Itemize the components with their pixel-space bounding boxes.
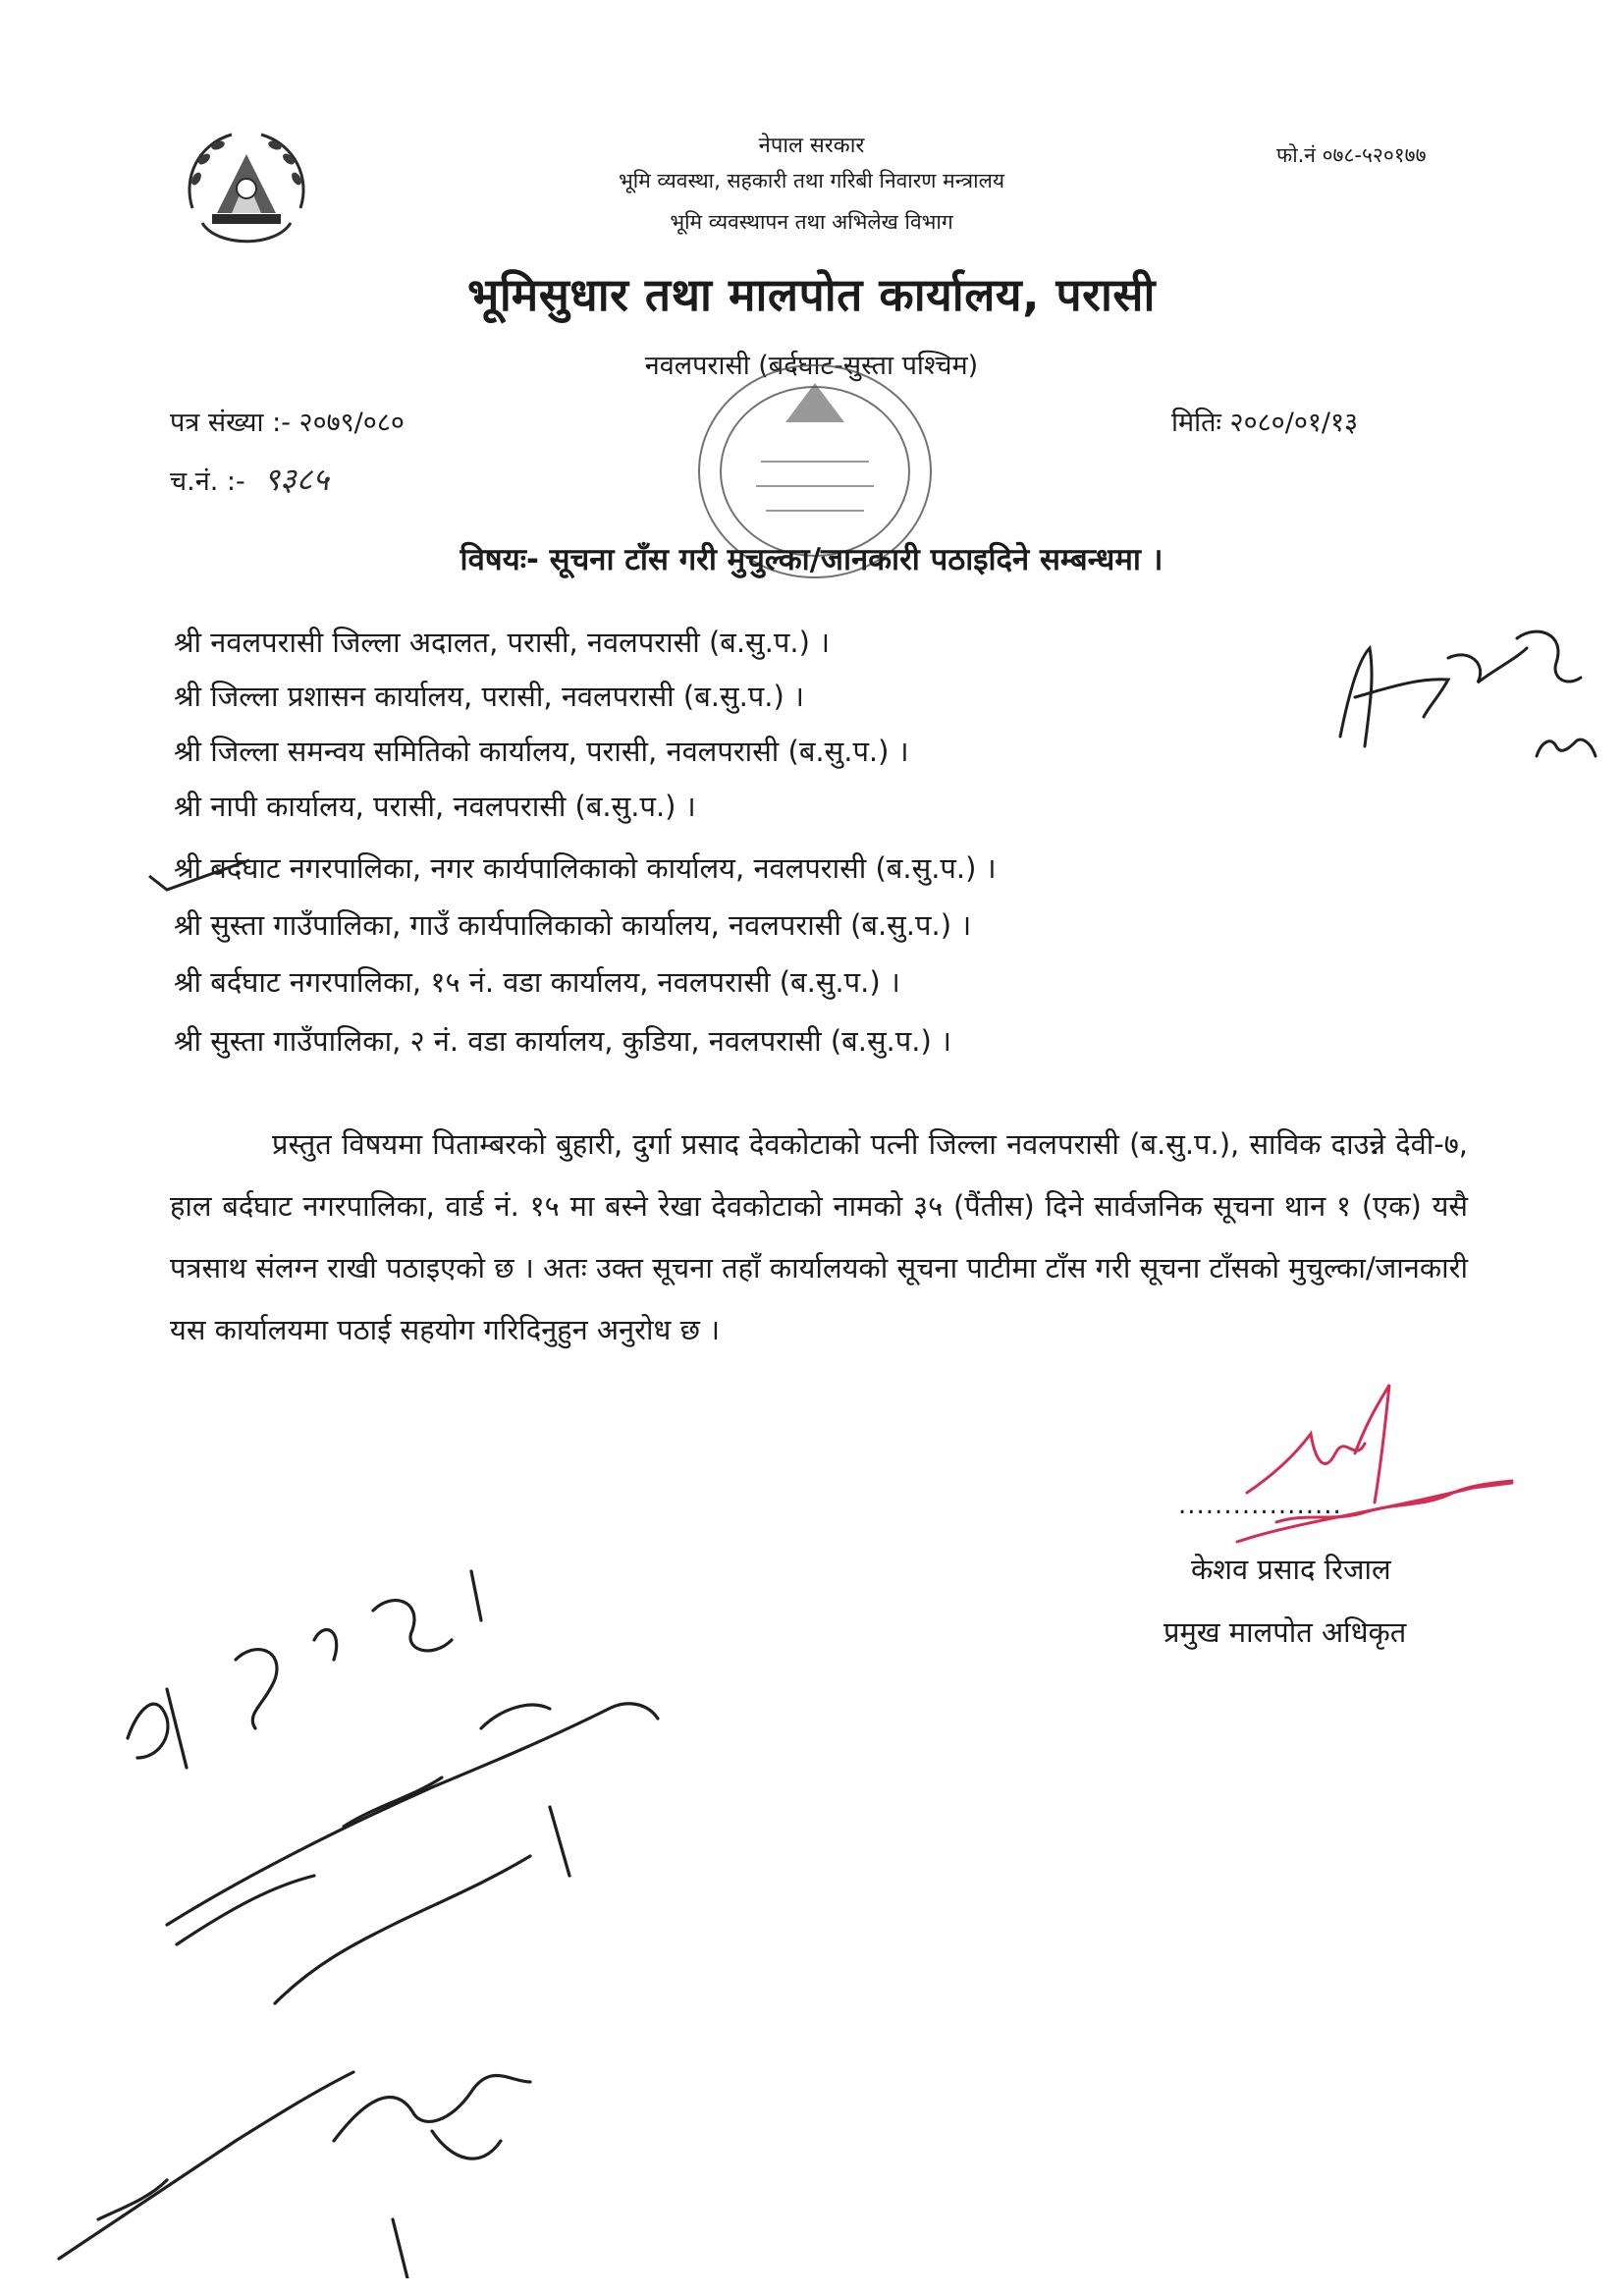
tick-mark [145, 854, 253, 894]
dispatch-number [170, 458, 329, 500]
addressee-line: श्री जिल्ला प्रशासन कार्यालय, परासी, नवलपरासी (ब.सु.प.) । [174, 680, 805, 713]
addressee-line: श्री बर्दघाट नगरपालिका, नगर कार्यपालिकाको कार्यालय, नवलपरासी (ब.सु.प.) । [174, 851, 997, 885]
letter-body: प्रस्तुत विषयमा पिताम्बरको बुहारी, दुर्गा प्रसाद देवकोटाको पत्नी जिल्ला नवलपरासी (ब.सु.प.), साविक दाउन्ने देवी-७, हाल बर्दघाट नगरपालिका, वार्ड नं. १५ मा बस्ने रेखा देवकोटाको नामको ३५ (पैंतीस) दिने सार्वजनिक सूचना थान १ (एक) यसै पत्रसाथ संलग्न राखी पठाइएको छ । अतः उक्त सूचना तहाँ कार्यालयको सूचना पाटीमा टाँस गरी सूचना टाँसको मुचुल्का/जानकारी यस कार्यालयमा पठाई सहयोग गरिदिनुहुन अनुरोध छ । [170, 1127, 1468, 1346]
addressee-line: श्री सुस्ता गाउँपालिका, २ नं. वडा कार्यालय, कुडिया, नवलपरासी (ब.सु.प.) । [174, 1024, 951, 1058]
letter-number: पत्र संख्या :- २०७९/०८० [170, 408, 405, 438]
letter-subject: विषयः- सूचना टाँस गरी मुचुल्का/जानकारी पठाइदिने सम्बन्धमा । [460, 542, 1163, 577]
office-title: भूमिसुधार तथा मालपोत कार्यालय, परासी [467, 268, 1156, 321]
addressee-line: श्री सुस्ता गाउँपालिका, गाउँ कार्यपालिकाको कार्यालय, नवलपरासी (ब.सु.प.) । [174, 908, 972, 942]
dispatch-number-label: च.नं. :- [170, 466, 245, 497]
phone-number: फो.नं ०७८-५२०१७७ [1276, 143, 1427, 167]
signatory-name: केशव प्रसाद रिजाल [1191, 1553, 1391, 1586]
signatory-designation: प्रमुख मालपोत अधिकृत [1163, 1615, 1407, 1649]
signature-red [1217, 1375, 1542, 1571]
addressee-line: श्री बर्दघाट नगरपालिका, १५ नं. वडा कार्यालय, नवलपरासी (ब.सु.प.) । [174, 965, 900, 999]
signature-line: .................. [1178, 1491, 1342, 1520]
addressee-line: श्री जिल्ला समन्वय समितिको कार्यालय, परासी, नवलपरासी (ब.सु.प.) । [174, 735, 909, 768]
addressee-line: श्री नापी कार्यालय, परासी, नवलपरासी (ब.सु.प.) । [174, 790, 696, 823]
addressee-line: श्री नवलपरासी जिल्ला अदालत, परासी, नवलपरासी (ब.सु.प.) । [174, 626, 831, 659]
handwritten-receipt-note [1330, 619, 1605, 786]
handwritten-endorsement-note [20, 1532, 727, 2278]
letter-date: मितिः २०८०/०१/१३ [1171, 408, 1359, 438]
government-name: नेपाल सरकार [758, 134, 865, 158]
office-district: नवलपरासी (बर्दघाट-सुस्ता पश्चिम) [644, 351, 979, 381]
ministry-name: भूमि व्यवस्था, सहकारी तथा गरिबी निवारण मन्त्रालय [619, 169, 1004, 192]
dispatch-number-value: ९३८५ [263, 461, 329, 498]
department-name: भूमि व्यवस्थापन तथा अभिलेख विभाग [670, 210, 953, 234]
